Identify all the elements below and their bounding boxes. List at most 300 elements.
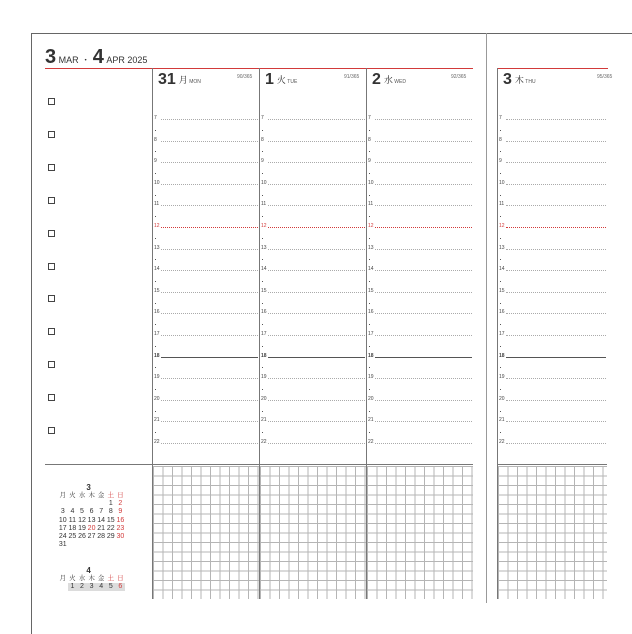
hour-line[interactable] [506,249,606,250]
half-hour-dot [500,367,501,368]
calendar-date [87,541,97,549]
hour-line[interactable] [375,270,472,271]
hour-line[interactable] [161,400,258,401]
hour-line[interactable] [375,400,472,401]
hour-line[interactable] [268,270,365,271]
hour-label: 15 [154,287,160,294]
weekday-label: 金 [97,575,105,583]
calendar-date: 26 [78,533,86,541]
hour-label: 10 [261,179,267,186]
hour-line[interactable] [375,292,472,293]
hour-line[interactable] [506,313,606,314]
half-hour-dot [500,130,501,131]
day-number: 1 [265,71,274,88]
hour-label: 16 [499,309,505,316]
hour-label: 7 [154,115,157,121]
half-hour-dot [500,432,501,433]
calendar-date: 25 [68,533,77,541]
hour-line[interactable] [506,378,606,379]
todo-checkbox[interactable] [48,361,55,368]
half-hour-dot [369,130,370,131]
day-weekday-jp: 火 [276,75,286,85]
half-hour-dot [155,195,156,196]
day-of-year-count: 91/365 [344,74,360,80]
calendar-date: 10 [58,516,67,524]
half-hour-dot [155,411,156,412]
hour-line[interactable] [506,400,606,401]
calendar-date [68,541,78,549]
todo-checkbox[interactable] [48,295,55,302]
hour-line[interactable] [161,141,258,142]
half-hour-dot [262,389,263,390]
half-hour-dot [369,324,370,325]
half-hour-dot [262,259,263,260]
hour-label: 21 [261,417,267,424]
hour-line[interactable] [506,162,606,163]
half-hour-dot [500,151,501,152]
hour-line[interactable] [268,141,365,142]
hour-line[interactable] [506,205,606,206]
half-hour-dot [500,259,501,260]
hour-label: 19 [261,374,267,381]
hour-line[interactable] [161,119,258,120]
half-hour-dot [500,389,501,390]
todo-checkbox[interactable] [48,427,55,434]
calendar-date: 3 [87,583,97,591]
hour-line[interactable] [506,292,606,293]
hour-line[interactable] [375,421,472,422]
calendar-date: 6 [116,583,126,591]
weekday-label: 金 [97,492,105,500]
hour-label: 19 [154,374,160,381]
half-hour-dot [500,216,501,217]
mini-calendar-grid [58,492,125,549]
hour-label: 10 [499,179,505,186]
hour-label: 15 [368,287,374,294]
hour-label: 9 [154,158,157,165]
hour-label: 15 [499,287,505,294]
day-of-year-count: 90/365 [237,74,253,80]
hour-label: 14 [261,266,267,273]
grid-notes-area[interactable] [260,466,366,599]
hour-line[interactable] [506,335,606,336]
day-weekday-en: WED [392,79,406,85]
calendar-date: 11 [68,516,77,524]
half-hour-dot [155,173,156,174]
mini-calendar-month: 4 [86,566,91,575]
half-hour-dot [155,367,156,368]
half-hour-dot [262,216,263,217]
hour-label: 16 [154,309,160,316]
hour-line[interactable] [268,357,365,358]
day-of-year-count: 95/365 [597,74,613,80]
hour-line[interactable] [268,119,365,120]
calendar-date: 18 [68,524,77,532]
month1-number: 3 [45,46,57,68]
hour-label: 7 [499,115,502,121]
calendar-date: 28 [97,533,106,541]
calendar-date [116,541,126,549]
hour-line[interactable] [268,378,365,379]
calendar-date: 12 [78,516,86,524]
day-header [158,71,201,89]
mini-calendar [58,566,125,591]
month2-number: 4 [92,46,104,68]
weekday-label: 日 [117,492,124,500]
todo-checkbox[interactable] [48,164,55,171]
hour-line[interactable] [161,205,258,206]
calendar-date [68,500,78,508]
half-hour-dot [155,389,156,390]
todo-checkbox[interactable] [48,230,55,237]
hour-line[interactable] [161,313,258,314]
weekday-label: 火 [69,575,76,583]
hour-label: 18 [499,352,505,359]
weekday-label: 水 [78,575,86,583]
mini-calendar [58,483,125,549]
hour-line[interactable] [506,270,606,271]
half-hour-dot [155,259,156,260]
weekday-label: 土 [107,492,115,500]
day-header [372,71,406,89]
month2-name: APR 2025 [106,55,148,65]
day-number: 31 [158,71,176,88]
hour-label: 17 [368,331,374,337]
hour-label: 13 [368,244,374,251]
hour-line[interactable] [375,357,472,358]
calendar-date: 3 [60,508,65,516]
half-hour-dot [500,238,501,239]
todo-checkbox[interactable] [48,131,55,138]
grid-notes-area[interactable] [498,466,607,599]
month-separator: ・ [81,55,91,65]
half-hour-dot [262,151,263,152]
hour-line[interactable] [506,184,606,185]
calendar-date: 22 [106,524,115,532]
calendar-date: 14 [97,516,106,524]
hour-label: 22 [499,439,505,445]
half-hour-dot [369,259,370,260]
hour-label: 21 [499,417,505,424]
half-hour-dot [500,324,501,325]
half-hour-dot [155,303,156,304]
half-hour-dot [369,195,370,196]
half-hour-dot [500,173,501,174]
weekday-label: 火 [69,492,76,500]
calendar-date: 6 [89,508,94,516]
half-hour-dot [155,130,156,131]
half-hour-dot [369,216,370,217]
calendar-date: 7 [99,508,104,516]
calendar-date: 9 [118,508,123,516]
spread-gutter [486,33,487,603]
month1-name: MAR [58,55,79,65]
hour-label: 11 [499,201,505,208]
hour-label: 11 [154,201,160,208]
calendar-date [77,500,87,508]
day-header [503,71,536,89]
hour-line[interactable] [268,443,365,444]
hour-line[interactable] [268,421,365,422]
day-weekday-jp: 月 [178,75,188,85]
header-rule-right [498,68,608,69]
half-hour-dot [155,346,156,347]
hour-line[interactable] [161,184,258,185]
hour-line[interactable] [268,335,365,336]
hour-line[interactable] [161,378,258,379]
calendar-date [87,500,97,508]
calendar-date [106,541,116,549]
calendar-date: 23 [116,524,125,532]
hour-line[interactable] [161,249,258,250]
calendar-date: 5 [80,508,84,516]
hour-line[interactable] [268,249,365,250]
day-header [265,71,297,89]
calendar-date [96,541,106,549]
half-hour-dot [155,238,156,239]
hour-label: 18 [154,352,160,359]
weekday-label: 土 [107,575,115,583]
half-hour-dot [369,151,370,152]
hour-line[interactable] [506,119,606,120]
hour-line[interactable] [375,205,472,206]
hour-line[interactable] [375,335,472,336]
half-hour-dot [500,411,501,412]
hour-label: 14 [499,266,505,273]
hour-line[interactable] [506,227,606,228]
half-hour-dot [500,195,501,196]
hour-label: 9 [368,158,371,165]
day-weekday-en: MON [187,79,201,85]
hour-line[interactable] [375,162,472,163]
calendar-date: 29 [106,533,115,541]
hour-label: 8 [261,136,264,143]
calendar-date: 24 [58,533,67,541]
half-hour-dot [262,303,263,304]
hour-line[interactable] [375,184,472,185]
calendar-date: 5 [106,583,116,591]
hour-label: 12 [261,223,267,229]
hour-label: 20 [261,395,267,402]
calendar-date: 16 [116,516,125,524]
calendar-date: 20 [87,524,96,532]
hour-line[interactable] [161,421,258,422]
hour-label: 11 [261,201,267,208]
grid-notes-area[interactable] [367,466,473,599]
hour-label: 15 [261,287,267,294]
mini-calendar-month: 3 [86,483,91,492]
calendar-date [58,583,68,591]
hour-label: 12 [499,223,505,229]
hour-label: 14 [368,266,374,273]
half-hour-dot [155,216,156,217]
calendar-date: 30 [116,533,125,541]
weekday-label: 月 [59,575,67,583]
day-weekday-jp: 木 [514,75,524,85]
hour-label: 13 [154,244,160,251]
hour-line[interactable] [161,162,258,163]
hour-label: 20 [499,395,505,402]
hour-label: 12 [368,223,374,229]
calendar-date: 4 [96,583,106,591]
hour-label: 19 [499,374,505,381]
hour-label: 21 [154,417,160,424]
notes-section-rule [497,464,607,465]
hour-line[interactable] [161,270,258,271]
half-hour-dot [262,324,263,325]
hour-label: 21 [368,417,374,424]
half-hour-dot [262,195,263,196]
calendar-date: 8 [108,508,113,516]
hour-label: 22 [261,439,267,445]
hour-label: 17 [499,331,505,337]
hour-label: 9 [261,158,264,165]
day-number: 3 [503,71,512,88]
hour-line[interactable] [161,357,258,358]
half-hour-dot [155,281,156,282]
half-hour-dot [262,367,263,368]
half-hour-dot [262,238,263,239]
half-hour-dot [262,173,263,174]
calendar-date: 1 [108,500,113,508]
notes-section-rule [45,464,473,465]
hour-line[interactable] [506,421,606,422]
day-of-year-count: 92/365 [451,74,467,80]
half-hour-dot [262,411,263,412]
calendar-date [58,500,68,508]
half-hour-dot [500,303,501,304]
weekday-label: 月 [59,492,67,500]
hour-label: 7 [261,115,264,121]
weekday-label: 日 [117,575,124,583]
todo-checkbox[interactable] [48,328,55,335]
hour-label: 8 [368,136,371,143]
weekday-label: 水 [78,492,86,500]
hour-label: 7 [368,115,371,121]
hour-line[interactable] [506,141,606,142]
hour-label: 17 [154,331,160,337]
hour-label: 8 [499,136,502,143]
hour-label: 11 [368,201,374,208]
hour-label: 9 [499,158,502,165]
todo-checkbox[interactable] [48,394,55,401]
hour-line[interactable] [375,313,472,314]
hour-label: 16 [261,309,267,316]
hour-line[interactable] [161,335,258,336]
hour-label: 14 [154,266,160,273]
hour-label: 13 [261,244,267,251]
hour-label: 18 [261,352,267,359]
todo-checkbox[interactable] [48,263,55,270]
half-hour-dot [262,346,263,347]
half-hour-dot [262,281,263,282]
half-hour-dot [369,367,370,368]
hour-label: 22 [368,439,374,445]
calendar-date: 2 [118,500,123,508]
half-hour-dot [369,238,370,239]
hour-line[interactable] [268,313,365,314]
hour-label: 16 [368,309,374,316]
hour-label: 22 [154,439,160,445]
hour-line[interactable] [161,292,258,293]
hour-line[interactable] [161,443,258,444]
hour-label: 18 [368,352,374,359]
half-hour-dot [369,389,370,390]
half-hour-dot [369,173,370,174]
day-weekday-en: THU [523,79,536,85]
calendar-date: 17 [58,524,67,532]
day-weekday-en: TUE [285,79,298,85]
half-hour-dot [369,281,370,282]
calendar-date: 27 [87,533,96,541]
calendar-date: 15 [106,516,115,524]
hour-line[interactable] [375,378,472,379]
half-hour-dot [500,281,501,282]
hour-line[interactable] [268,227,365,228]
calendar-date [96,500,106,508]
hour-line[interactable] [161,227,258,228]
hour-label: 20 [368,395,374,402]
hour-line[interactable] [375,443,472,444]
calendar-date: 2 [77,583,87,591]
hour-label: 10 [154,179,160,186]
todo-checkbox[interactable] [48,98,55,105]
hour-line[interactable] [375,249,472,250]
calendar-date: 1 [68,583,78,591]
todo-checkbox[interactable] [48,197,55,204]
hour-line[interactable] [375,119,472,120]
hour-label: 17 [261,331,267,337]
calendar-date: 19 [78,524,86,532]
half-hour-dot [262,432,263,433]
hour-label: 20 [154,395,160,402]
hour-line[interactable] [375,141,472,142]
hour-line[interactable] [268,292,365,293]
hour-label: 8 [154,136,157,143]
hour-label: 13 [499,244,505,251]
half-hour-dot [369,411,370,412]
day-weekday-jp: 水 [383,75,393,85]
mini-calendar-grid [58,575,125,591]
half-hour-dot [369,432,370,433]
calendar-date: 13 [87,516,96,524]
half-hour-dot [155,151,156,152]
hour-line[interactable] [375,227,472,228]
month-range-title [45,46,147,69]
hour-label: 10 [368,179,374,186]
calendar-date: 31 [58,541,67,549]
day-number: 2 [372,71,381,88]
hour-line[interactable] [268,184,365,185]
hour-line[interactable] [506,357,606,358]
calendar-date: 4 [70,508,75,516]
hour-label: 19 [368,374,374,381]
weekday-label: 木 [88,575,95,583]
half-hour-dot [369,346,370,347]
weekday-label: 木 [88,492,95,500]
hour-line[interactable] [268,162,365,163]
half-hour-dot [155,324,156,325]
grid-notes-area[interactable] [153,466,259,599]
half-hour-dot [500,346,501,347]
hour-line[interactable] [268,205,365,206]
calendar-date: 21 [97,524,106,532]
half-hour-dot [262,130,263,131]
calendar-date [77,541,87,549]
hour-line[interactable] [506,443,606,444]
hour-line[interactable] [268,400,365,401]
half-hour-dot [369,303,370,304]
